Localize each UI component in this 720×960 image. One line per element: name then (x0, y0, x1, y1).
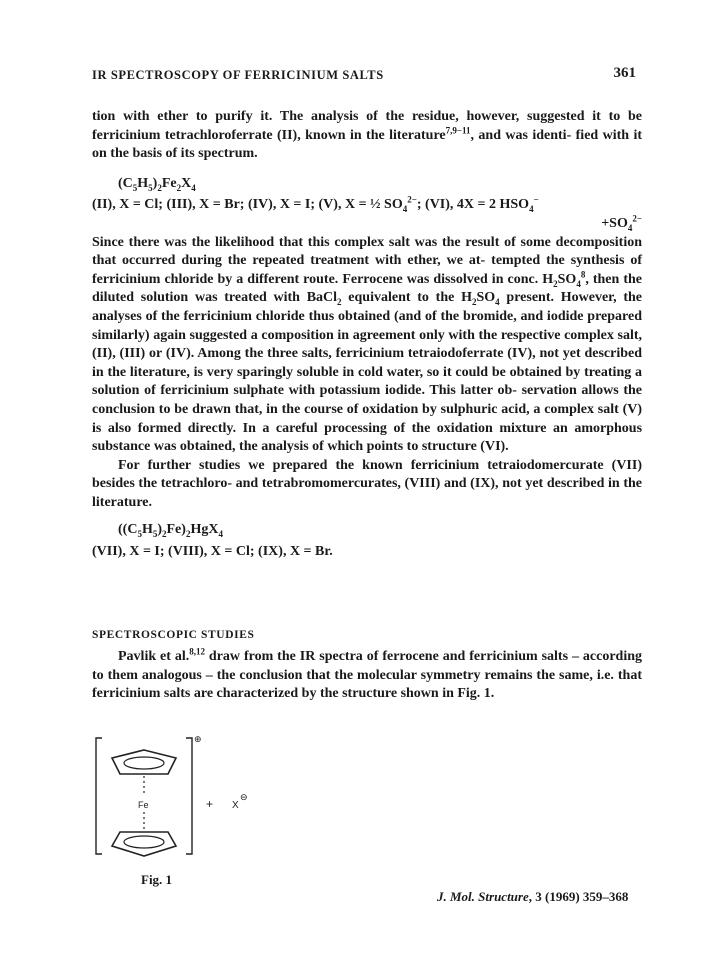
negative-charge-icon: ⊖ (240, 793, 248, 803)
text-line: tion with ether to purify it. The analysis of the residue, however, suggested it to be (92, 109, 642, 124)
formula-definitions-cont: $+SO_4^{2-}$ (601, 213, 642, 233)
formula-mercurate: $((C_5H_5)_2Fe)_2HgX_4$ (118, 522, 223, 540)
running-header (92, 65, 636, 88)
journal-footer (437, 889, 628, 905)
plus-sign: + (206, 797, 214, 811)
ferricinium-structure-diagram (94, 736, 294, 866)
page-number: 361 (613, 65, 636, 81)
paragraph-3: For further studies we prepared the known ferricinium tetraiodomercurate (VII) besides the tetrachloro- and tetrabromomercurates, (VIII) and (IX), not yet described in the literature. (92, 457, 643, 510)
left-bracket (96, 738, 102, 854)
top-cp-ring (112, 750, 176, 774)
counter-ion-label: X (232, 800, 239, 811)
paragraph-1 (92, 108, 642, 164)
text-line: fied with it on the basis of its spectrum. (92, 127, 642, 162)
running-title: IR SPECTROSCOPY OF FERRICINIUM SALTS (92, 68, 384, 82)
figure-1 (94, 736, 294, 866)
journal-name: J. Mol. Structure (437, 889, 529, 904)
main-text (92, 108, 642, 562)
bottom-cp-ring (112, 832, 176, 856)
paragraph-spectroscopic: Pavlik et al.$^{8,12}$ draw from the IR spectra of ferrocene and ferricinium salts – according to them analogous – the conclusion that the molecular symmetry remains the same, i.e. that ferricinium salts are characterized by the structure shown in Fig. 1. (92, 646, 643, 702)
journal-volume: , 3 (1969) 359–368 (528, 889, 629, 904)
formula-mercurate-definitions: (VII), X = I; (VIII), X = Cl; (IX), X = Br. (92, 544, 333, 560)
formula-definitions: (II), X = Cl; (III), X = Br; (IV), X = I; (V), X = ½ $SO_4^{2-}$; (VI), 4X = 2 $HSO_4^-$ (92, 194, 539, 215)
formula-complex-salt: $(C_5H_5)_2Fe_2X_4$ (118, 175, 196, 193)
paragraph-2: Since there was the likelihood that this complex salt was the result of some decomposition that occurred during the repeated treatment with ether, we at- tempted the synthesis of ferricinium chloride by a different route. Ferrocene was dissolved in conc. $H_2SO_4^8$, then the diluted solution was treated with BaCl$_2$ equivalent to the $H_2SO_4$ present. However, the analyses of the ferricinium chloride thus obtained (and of the bromide, and iodide prepared similarly) again suggested a composition in agreement only with the respective complex salt, (II), (III) or (IV). Among the three salts, ferricinium tetraiodoferrate (IV), not yet described in the literature, is very sparingly soluble in cold water, so it could be obtained by treating a solution of ferricinium sulphate with potassium iodide. This latter ob- servation allows the conclusion to be drawn that, in the course of oxidation by sulphuric acid, a complex salt (V) is also formed directly. In a careful processing of the oxidation mixture an amorphous substance was obtained, the analysis of which points to structure (VI). (92, 234, 643, 455)
section-heading: SPECTROSCOPIC STUDIES (92, 629, 255, 641)
right-bracket (186, 738, 192, 854)
text-line: , and was identi- (470, 127, 572, 143)
fe-label: Fe (138, 800, 149, 810)
text-line: ferricinium tetrachloroferrate (II), known in the literature (92, 127, 446, 143)
positive-charge-icon: ⊕ (194, 736, 202, 745)
citation-superscript: 7,9−11 (445, 124, 471, 135)
figure-caption: Fig. 1 (141, 872, 173, 887)
